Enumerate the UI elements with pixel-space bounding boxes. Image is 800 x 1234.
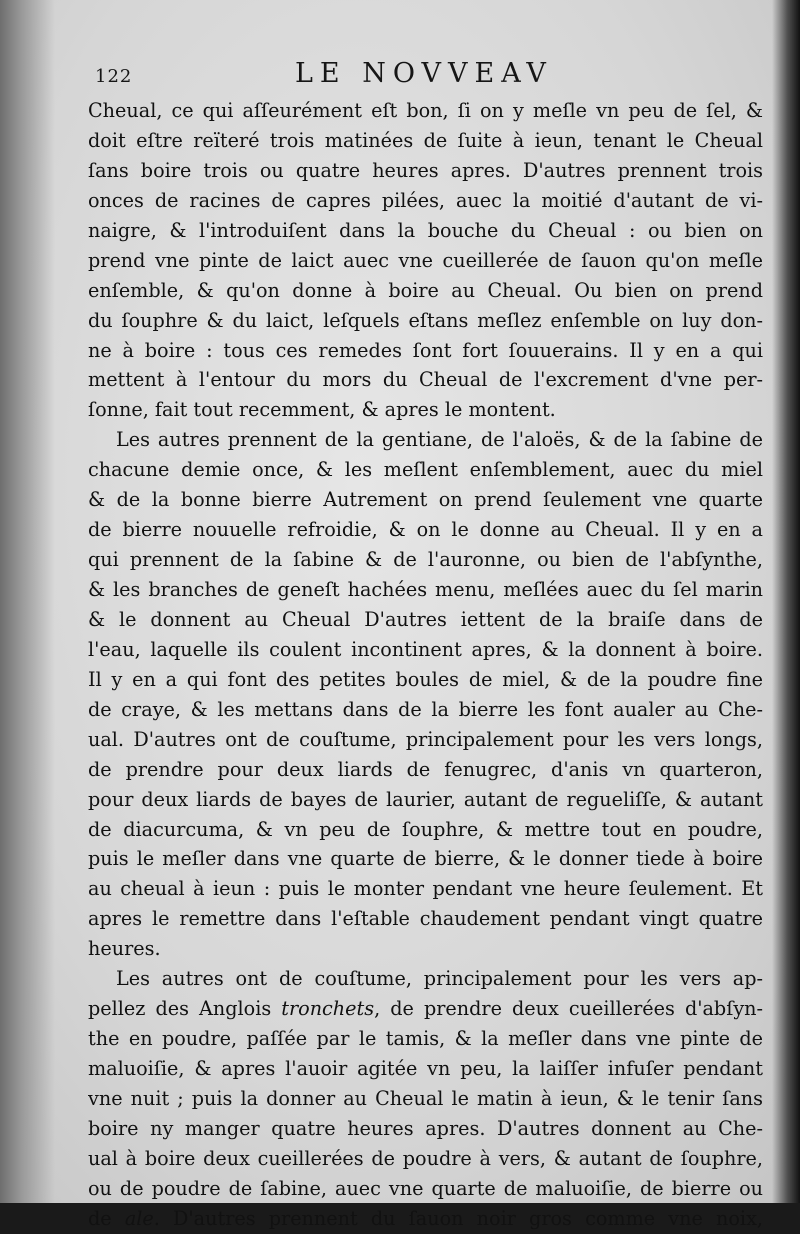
text-line: the en poudre, paſſée par le tamis, & la meſler dans vne pinte de <box>88 1027 763 1051</box>
text-line: mettent à l'entour du mors du Cheual de l'excrement d'vne per- <box>88 368 763 392</box>
text-line: qui prennent de la ſabine & de l'auronne, ou bien de l'abſynthe, <box>88 548 763 572</box>
text-line: ou de poudre de ſabine, auec vne quarte de maluoiſie, de bierre ou <box>88 1176 763 1200</box>
text-line: Les autres ont de couſtume, principalement pour les vers ap- <box>116 967 763 991</box>
text-line: ſonne, fait tout recemment, & apres le montent. <box>88 398 556 422</box>
text-line: de ale. D'autres prennent du ſauon noir gros comme vne noix, <box>88 1206 763 1230</box>
text-line: de craye, & les mettans dans de la bierre les font aualer au Che- <box>88 697 763 721</box>
text-line: l'eau, laquelle ils coulent incontinent apres, & la donnent à boire. <box>88 637 763 661</box>
text-line: ual. D'autres ont de couſtume, principalement pour les vers longs, <box>88 727 763 751</box>
text-line: Il y en a qui font des petites boules de miel, & de la poudre fine <box>88 667 763 691</box>
text-line: naigre, & l'introduiſent dans la bouche du Cheual : ou bien on <box>88 218 763 242</box>
italic-word: tronchets <box>281 997 375 1021</box>
text-line: boire ny manger quatre heures apres. D'autres donnent au Che- <box>88 1116 763 1140</box>
text-line: maluoiſie, & apres l'auoir agitée vn peu, la laiſſer infuſer pendant <box>88 1057 763 1080</box>
page-gutter-shadow <box>0 0 55 1203</box>
text-line: prend vne pinte de laict auec vne cueillerée de ſauon qu'on meſle <box>88 248 763 272</box>
text-line: apres le remettre dans l'eſtable chaudement pendant vingt quatre <box>88 907 763 931</box>
text-line: heures. <box>88 937 161 961</box>
body-text <box>88 96 763 1234</box>
italic-word: ale <box>124 1206 154 1230</box>
page-edge-shadow <box>772 0 800 1203</box>
text-line: pellez des Anglois tronchets, de prendre deux cueillerées d'abſyn- <box>88 997 763 1021</box>
text-line: doit eſtre reïteré trois matinées de ſuite à ieun, tenant le Cheual <box>88 128 763 152</box>
text-line: de prendre pour deux liards de fenugrec, d'anis vn quarteron, <box>88 757 763 781</box>
text-line: ſans boire trois ou quatre heures apres. D'autres prennent trois <box>88 158 763 182</box>
text-line: au cheual à ieun : puis le monter pendant vne heure ſeulement. Et <box>88 877 763 901</box>
text-line: onces de racines de capres pilées, auec la moitié d'autant de vi- <box>88 188 763 212</box>
text-line: de diacurcuma, & vn peu de ſouphre, & mettre tout en poudre, <box>88 817 763 841</box>
running-header <box>95 58 765 92</box>
text-line: & le donnent au Cheual D'autres iettent de la braiſe dans de <box>88 607 763 631</box>
text-line: pour deux liards de bayes de laurier, autant de regueliſſe, & autant <box>88 787 763 811</box>
text-line: ual à boire deux cueillerées de poudre à vers, & autant de ſouphre, <box>88 1146 763 1170</box>
text-line: du ſouphre & du laict, leſquels eſtans meſlez enſemble on luy don- <box>88 308 763 332</box>
text-line: & de la bonne bierre Autrement on prend ſeulement vne quarte <box>88 488 763 512</box>
text-line: ne à boire : tous ces remedes ſont fort ſouuerains. Il y en a qui <box>88 338 763 362</box>
text-line: enſemble, & qu'on donne à boire au Cheual. Ou bien on prend <box>88 278 763 302</box>
text-line: chacune demie once, & les meſlent enſemblement, auec du miel <box>88 458 763 482</box>
text-line: Les autres prennent de la gentiane, de l'aloës, & de la ſabine de <box>116 428 763 452</box>
text-line: & les branches de geneſt hachées menu, meſlées auec du ſel marin <box>88 578 763 601</box>
text-line: Cheual, ce qui aſſeurément eſt bon, ſi on y meſle vn peu de ſel, & <box>88 99 763 122</box>
text-line: puis le meſler dans vne quarte de bierre, & le donner tiede à boire <box>88 847 763 871</box>
text-line: de bierre nouuelle refroidie, & on le donne au Cheual. Il y en a <box>88 518 763 542</box>
text-line: vne nuit ; puis la donner au Cheual le matin à ieun, & le tenir ſans <box>88 1086 763 1110</box>
running-title: LE NOVVEAV <box>295 58 553 89</box>
page-number: 122 <box>95 66 133 87</box>
